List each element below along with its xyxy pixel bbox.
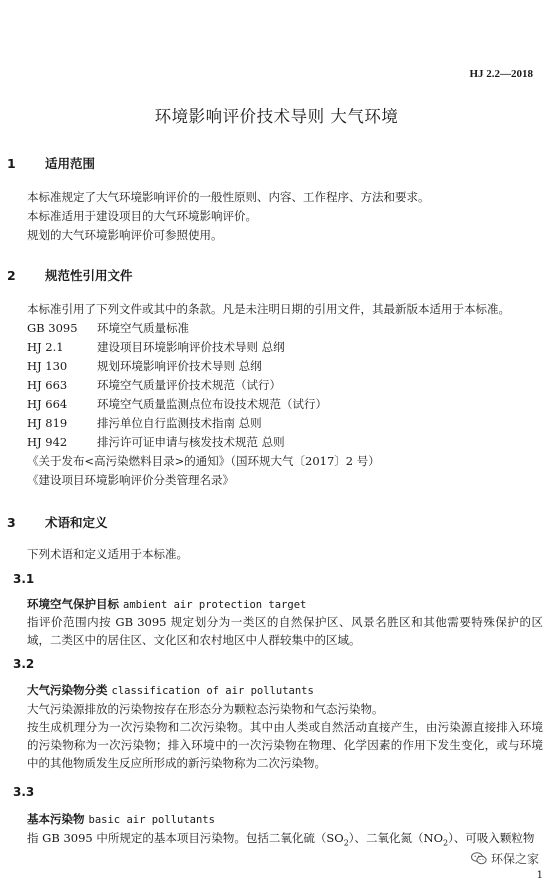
page-title: 环境影响评价技术导则 大气环境 xyxy=(154,107,399,126)
ref-extra: 《建设项目环境影响评价分类管理名录》 xyxy=(27,473,234,487)
term-3-2-definition-1: 大气污染源排放的污染物按存在形态分为颗粒态污染物和气态污染物。 xyxy=(27,702,384,716)
sec1-para-1: 本标准规定了大气环境影响评价的一般性原则、内容、工作程序、方法和要求。 xyxy=(27,190,430,204)
term-3-3: 基本污染物 basic air pollutants xyxy=(27,812,215,826)
standard-code: HJ 2.2—2018 xyxy=(469,68,533,80)
clause-3-3-number: 3.3 xyxy=(13,785,35,799)
ref-item: GB 3095 环境空气质量标准 xyxy=(27,321,189,335)
watermark xyxy=(471,850,539,867)
section-2-heading: 2 规范性引用文件 xyxy=(7,268,133,283)
term-3-2: 大气污染物分类 classification of air pollutants xyxy=(27,683,314,697)
ref-item: HJ 664 环境空气质量监测点位布设技术规范（试行） xyxy=(27,397,327,411)
watermark-text: 环保之家 xyxy=(490,852,539,866)
ref-extra: 《关于发布<高污染燃料目录>的通知》（国环规大气〔2017〕2 号） xyxy=(27,454,380,468)
sec3-intro: 下列术语和定义适用于本标准。 xyxy=(27,547,188,561)
term-3-1: 环境空气保护目标 ambient air protection target xyxy=(27,597,307,611)
ref-item: HJ 942 排污许可证申请与核发技术规范 总则 xyxy=(27,435,285,449)
clause-3-1-number: 3.1 xyxy=(13,572,35,586)
clause-3-2-number: 3.2 xyxy=(13,657,35,671)
ref-item: HJ 2.1 建设项目环境影响评价技术导则 总纲 xyxy=(27,340,285,354)
sec1-para-2: 本标准适用于建设项目的大气环境影响评价。 xyxy=(27,209,257,223)
term-3-1-definition: 指评价范围内按 GB 3095 规定划分为一类区的自然保护区、风景名胜区和其他需要特殊保护的区域，二类区中的居住区、文化区和农村地区中人群较集中的区域。 xyxy=(27,615,543,647)
ref-item: HJ 130 规划环境影响评价技术导则 总纲 xyxy=(27,359,262,373)
page-number: 1 xyxy=(536,870,543,881)
sec2-intro: 本标准引用了下列文件或其中的条款。凡是未注明日期的引用文件，其最新版本适用于本标准。 xyxy=(27,302,510,316)
ref-item: HJ 663 环境空气质量评价技术规范（试行） xyxy=(27,378,281,392)
ref-item: HJ 819 排污单位自行监测技术指南 总则 xyxy=(27,416,262,430)
term-3-2-definition-2: 按生成机理分为一次污染物和二次污染物。其中由人类或自然活动直接产生，由污染源直接排入环境的污染物称为一次污染物；排入环境中的一次污染物在物理、化学因素的作用下发生变化，或与环境中的其他物质发生反应所形成的新污染物称为二次污染物。 xyxy=(27,720,543,770)
section-3-heading: 3 术语和定义 xyxy=(7,515,108,530)
term-3-3-definition: 指 GB 3095 中所规定的基本项目污染物。包括二氧化硫$(SO_2)$、二氧化氮$(NO_2)$、可吸入颗粒物 xyxy=(27,831,535,848)
sec1-para-3: 规划的大气环境影响评价可参照使用。 xyxy=(27,228,223,242)
wechat-icon xyxy=(471,852,487,865)
section-1-heading: 1 适用范围 xyxy=(7,156,96,171)
